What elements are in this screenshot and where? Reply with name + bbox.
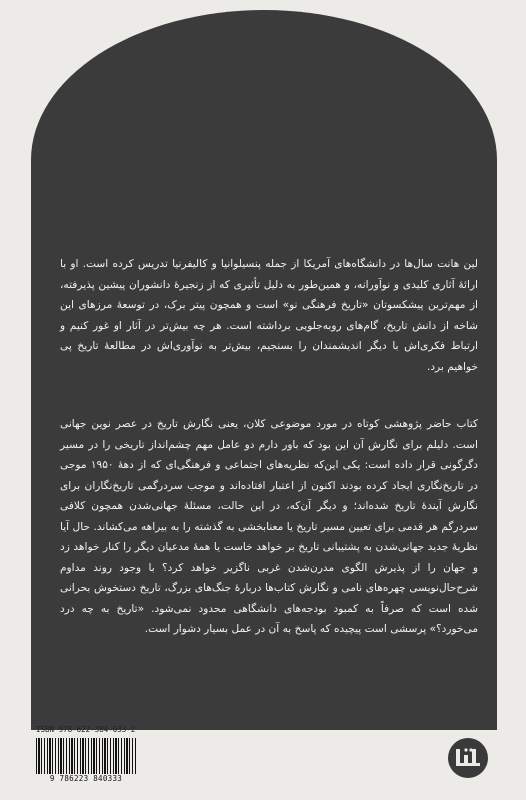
book-summary-paragraph: کتاب حاضر پژوهشی کوتاه در مورد موضوعی کلان، یعنی نگارش تاریخ در عصر نوین جهانی است. دلیلم برای نگارش آن این بود که باور دارم دو عامل مهم چشم‌انداز تاریخی را در مسیر دگرگونی قرار داده است: یکی این‌که نظریه‌های اجتماعی و فرهنگی‌ای که از دههٔ ۱۹۵۰ موجی در تاریخ‌نگاری ایجاد کرده بودند اکنون از اعتبار افتاده‌اند و موجب سردرگمی تاریخ‌نگاران برای نگارش آیندهٔ تاریخ شده‌اند؛ و دیگر آن‌که، در این حالت، مسئلهٔ جهانی‌شدن همچون کلافی سردرگم هر قدمی برای تعیین مسیر تاریخ یا معنابخشی به گذشته را به بیراهه می‌کشاند. حال آیا نظریهٔ جدید جهانی‌شدن به پشتیبانی تاریخ بر خواهد خاست یا همهٔ مدعیان دیگر را کنار خواهد زد و جهان را از پذیرش الگوی مدرن‌شدن غربی ناگزیر خواهد کرد؟ با وجود روند مداوم شرح‌حال‌نویسی چهره‌های نامی و نگارش کتاب‌ها دربارهٔ جنگ‌های بزرگ، تاریخ دستخوش بحرانی شده است که صرفاً به کمبود بودجه‌های دانشگاهی محدود نمی‌شود. «تاریخ به چه درد می‌خورد؟» پرسشی است پیچیده که پاسخ به آن در عمل بسیار دشوار است. [60,418,478,635]
author-bio-paragraph: لین هانت سال‌ها در دانشگاه‌های آمریکا از جمله پنسیلوانیا و کالیفرنیا تدریس کرده است. او با ارائهٔ آثاری کلیدی و نوآورانه، و همین‌طور به دلیل تأثیری که از زنجیرهٔ دانشوران پیشین پذیرفته، از مهم‌ترین پیشکسوتان «تاریخ فرهنگی نو» است و همچون پیتر برک، در توسعهٔ مرزهای این شاخه از دانش تاریخ، گام‌های روبه‌جلویی برداشته است. هر چه بیش‌تر در آثار او غور کنیم و ارتباط فکری‌اش با دیگر اندیشمندان را بسنجیم، بیش‌تر به نوآوری‌اش در مطالعهٔ تاریخ پی خواهیم برد. [60,258,478,373]
barcode-number: 9 786223 840333 [49,774,123,783]
barcode-bars [36,738,136,774]
isbn-label: ISBN 978-622-384-033-2 [36,725,136,734]
publisher-logo [448,738,488,778]
publisher-logo-icon [453,745,483,771]
barcode [36,738,136,782]
